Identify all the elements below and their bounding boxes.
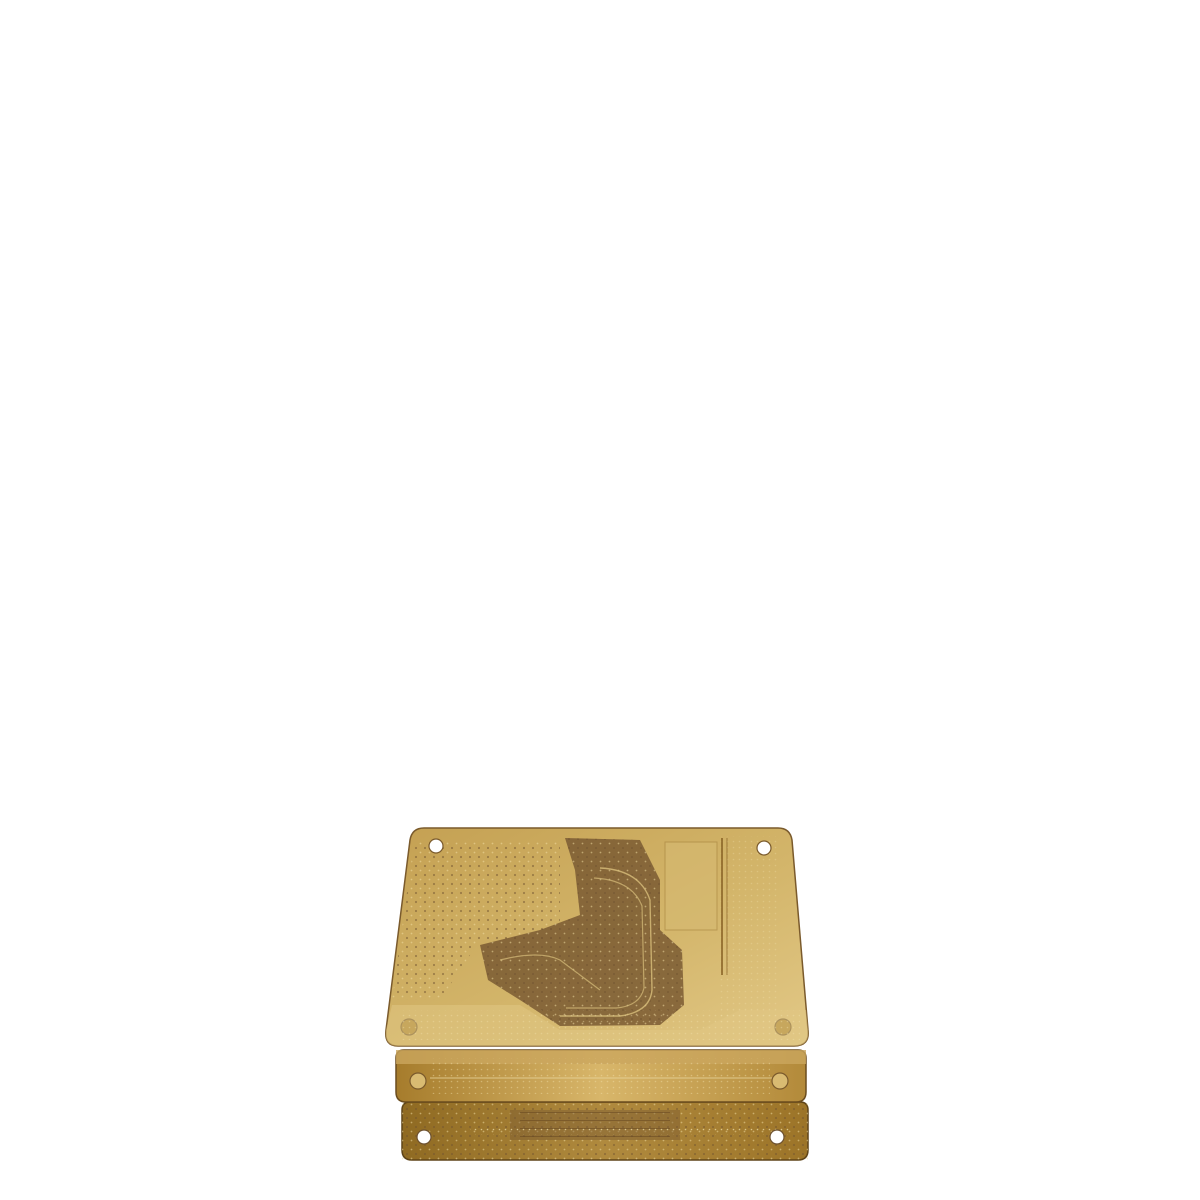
mount-hole-icon: [772, 1073, 788, 1089]
mount-hole-icon: [417, 1130, 431, 1144]
pcb-layer-middle: [396, 1050, 806, 1102]
pcb-layer-top: [386, 828, 808, 1046]
mount-hole-icon: [757, 841, 771, 855]
mount-hole-icon: [770, 1130, 784, 1144]
pcb-layer-bottom: [402, 1102, 808, 1160]
mount-hole-icon: [429, 839, 443, 853]
mount-hole-icon: [410, 1073, 426, 1089]
